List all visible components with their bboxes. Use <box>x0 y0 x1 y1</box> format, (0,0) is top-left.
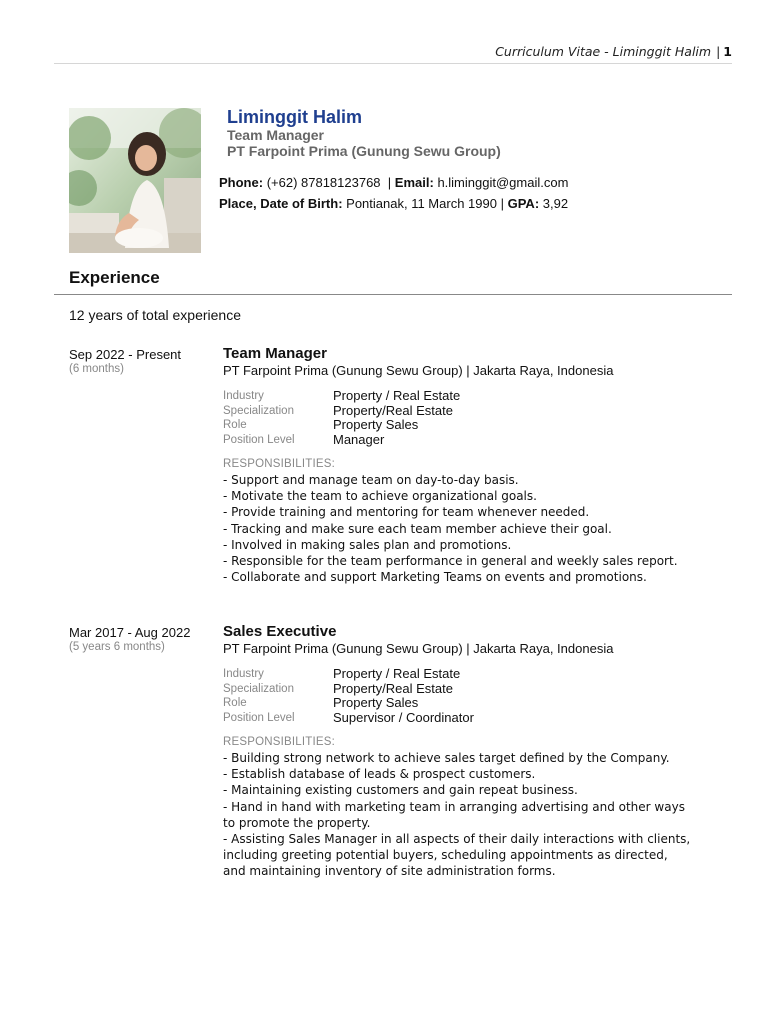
birth-value: Pontianak, 11 March 1990 <box>346 196 497 211</box>
birth-label: Place, Date of Birth: <box>219 196 343 211</box>
job-title: Sales Executive <box>223 623 337 640</box>
responsibility-item: - Hand in hand with marketing team in arranging advertising and other ways to promote the property. <box>223 799 685 830</box>
fact-label: Industry <box>223 668 264 680</box>
fact-value: Supervisor / Coordinator <box>333 709 474 725</box>
email-label: Email: <box>394 175 434 190</box>
job-duration: (5 years 6 months) <box>69 641 165 653</box>
section-divider <box>54 294 732 295</box>
fact-label: Specialization <box>223 404 294 417</box>
responsibility-item: - Assisting Sales Manager in all aspects of their daily interactions with clients, including greeting potential buyers, scheduling appointments as directed, and maintaining inventory of site administration forms. <box>223 832 691 879</box>
header-separator: | <box>716 44 721 59</box>
total-experience: 12 years of total experience <box>69 307 241 323</box>
job-period: Sep 2022 - Present <box>69 347 182 362</box>
responsibility-item: - Provide training and mentoring for team whenever needed. <box>223 505 590 520</box>
fact-value: Property / Real Estate <box>333 388 461 403</box>
job-company: PT Farpoint Prima (Gunung Sewu Group) | Jakarta Raya, Indonesia <box>223 641 614 656</box>
fact-value: Property/Real Estate <box>333 402 453 418</box>
fact-value: Property Sales <box>333 695 419 711</box>
fact-label: Industry <box>223 390 264 402</box>
candidate-company: PT Farpoint Prima (Gunung Sewu Group) <box>227 143 501 159</box>
fact-value: Manager <box>333 431 385 447</box>
job-company: PT Farpoint Prima (Gunung Sewu Group) | Jakarta Raya, Indonesia <box>223 363 614 378</box>
responsibilities-label: RESPONSIBILITIES: <box>223 736 336 748</box>
fact-value: Property Sales <box>333 417 419 433</box>
job-duration: (6 months) <box>69 363 124 375</box>
profile-photo <box>69 108 201 253</box>
fact-label: Position Level <box>223 433 295 446</box>
job-period: Mar 2017 - Aug 2022 <box>69 625 191 640</box>
candidate-name: Liminggit Halim <box>227 107 362 127</box>
responsibility-item: - Collaborate and support Marketing Teams on events and promotions. <box>223 570 647 585</box>
contact-separator: | <box>384 175 392 190</box>
contact-line <box>219 175 568 190</box>
phone-label: Phone: <box>219 175 264 190</box>
experience-heading: Experience <box>69 268 160 287</box>
page-number: 1 <box>723 44 732 59</box>
gpa-value: 3,92 <box>542 196 569 211</box>
responsibility-item: - Involved in making sales plan and promotions. <box>223 537 512 552</box>
responsibility-item: - Responsible for the team performance in general and weekly sales report. <box>223 554 678 569</box>
job-title: Team Manager <box>223 345 327 362</box>
birth-separator: | <box>500 196 504 211</box>
responsibility-item: - Maintaining existing customers and gain repeat business. <box>223 783 578 798</box>
fact-label: Position Level <box>223 711 295 724</box>
responsibilities-label: RESPONSIBILITIES: <box>223 458 336 470</box>
responsibility-item: - Motivate the team to achieve organizational goals. <box>223 489 537 504</box>
responsibility-item: - Support and manage team on day-to-day basis. <box>223 473 519 487</box>
responsibilities-list <box>223 750 693 880</box>
email-value[interactable]: h.liminggit@gmail.com <box>437 175 569 190</box>
page-header <box>54 43 732 64</box>
responsibility-item: - Establish database of leads & prospect customers. <box>223 767 536 782</box>
phone-value: (+62) 87818123768 <box>266 175 381 190</box>
birth-line <box>219 196 568 211</box>
gpa-label: GPA: <box>507 196 540 211</box>
fact-value: Property / Real Estate <box>333 666 461 681</box>
fact-label: Role <box>223 697 247 710</box>
responsibilities-list <box>223 472 693 585</box>
fact-label: Specialization <box>223 682 294 695</box>
document-title: Curriculum Vitae - Liminggit Halim <box>495 44 712 59</box>
fact-value: Property/Real Estate <box>333 680 453 696</box>
responsibility-item: - Tracking and make sure each team member achieve their goal. <box>223 521 612 536</box>
fact-label: Role <box>223 419 247 432</box>
candidate-position: Team Manager <box>227 127 324 143</box>
responsibility-item: - Building strong network to achieve sales target defined by the Company. <box>223 751 670 765</box>
